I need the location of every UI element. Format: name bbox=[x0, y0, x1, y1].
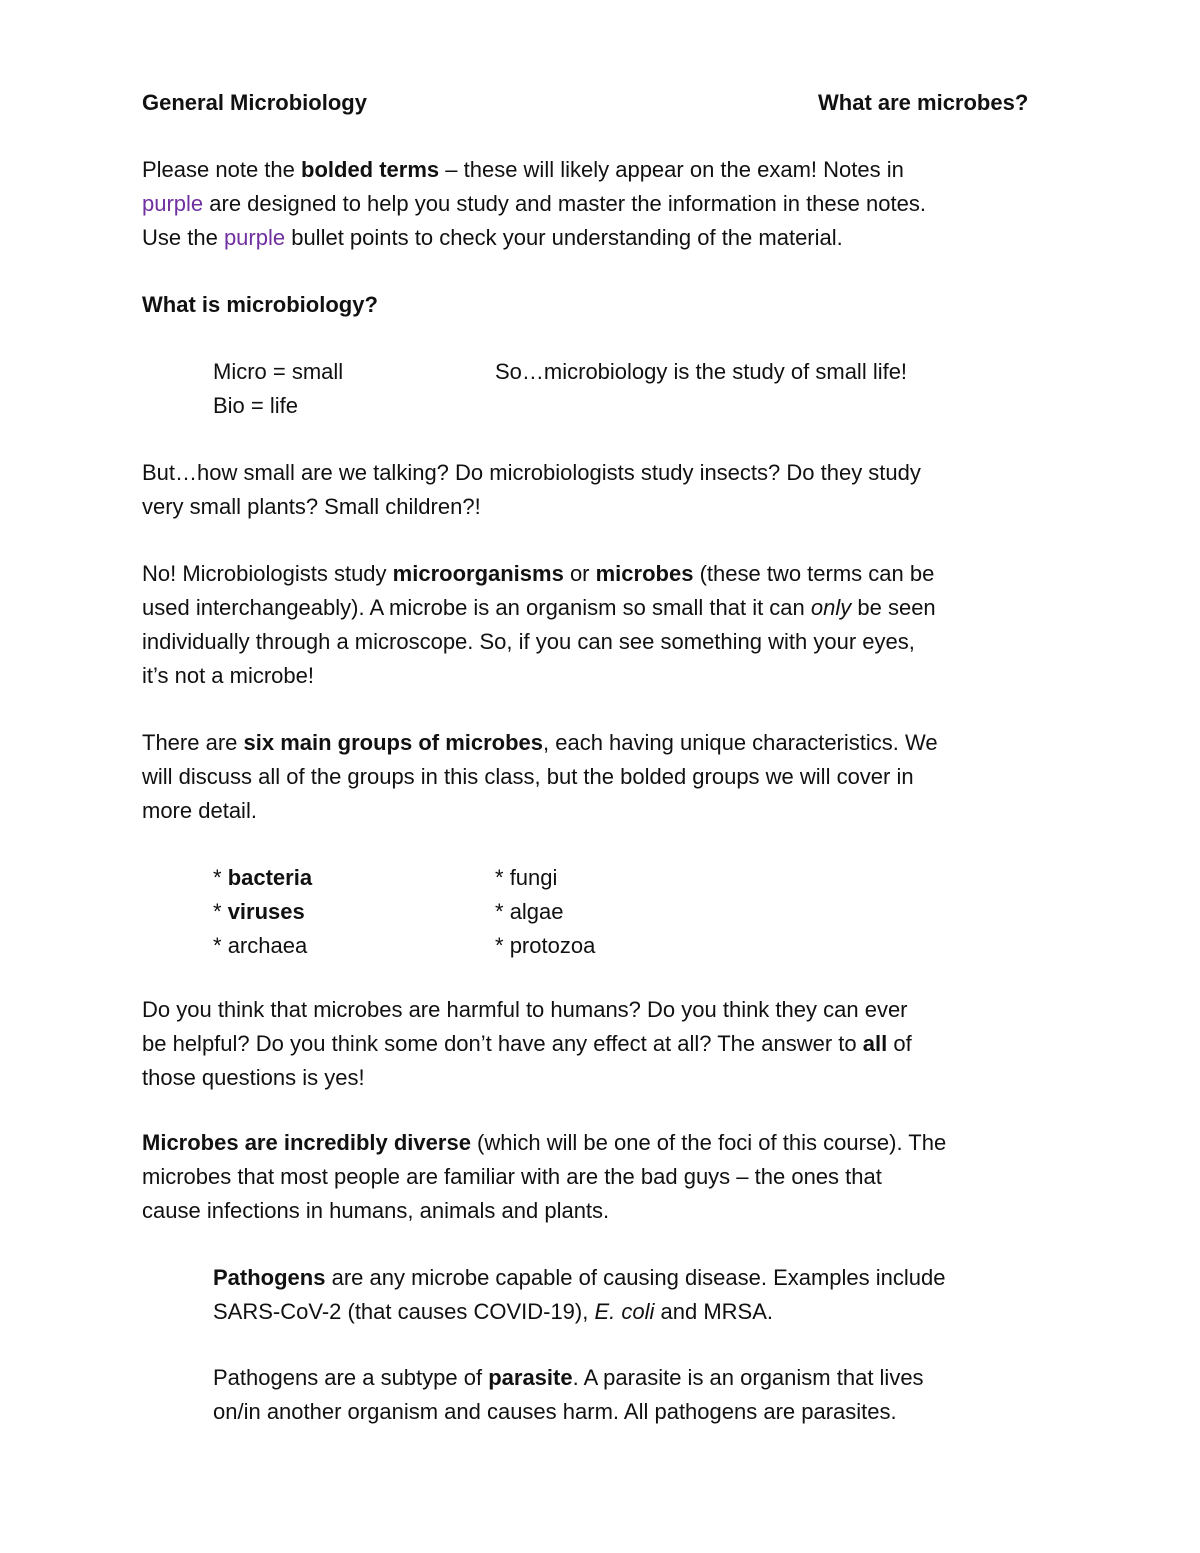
list-row bbox=[213, 931, 813, 961]
bio-definition: Bio = life bbox=[213, 393, 298, 418]
list-item: * bacteria bbox=[213, 865, 313, 890]
harmful-line-3: those questions is yes! bbox=[142, 1065, 365, 1090]
italic-word: E. coli bbox=[594, 1299, 655, 1324]
text-run: and MRSA. bbox=[654, 1299, 773, 1324]
groups-line-2: will discuss all of the groups in this class, but the bolded groups we will cover in bbox=[142, 764, 914, 789]
bold-term: microbes bbox=[595, 561, 694, 586]
microbes-line-2 bbox=[142, 593, 936, 623]
section-heading: What is microbiology? bbox=[142, 292, 378, 317]
text-run: bullet points to check your understanding of the material. bbox=[285, 225, 843, 250]
page-header bbox=[142, 88, 1062, 118]
list-item: * protozoa bbox=[495, 933, 596, 958]
text-run: , each having unique characteristics. We bbox=[543, 730, 938, 755]
intro-line-1 bbox=[142, 155, 904, 185]
text-run: Please note the bbox=[142, 157, 302, 182]
text-run: of bbox=[887, 1031, 912, 1056]
bold-term: Pathogens bbox=[213, 1265, 326, 1290]
bold-term: bolded terms bbox=[301, 157, 440, 182]
text-run: (which will be one of the foci of this course). The bbox=[470, 1130, 947, 1155]
text-run: be helpful? Do you think some don’t have any effect at all? The answer to bbox=[142, 1031, 863, 1056]
diverse-line-2: microbes that most people are familiar with are the bad guys – the ones that bbox=[142, 1164, 882, 1189]
groups-line-1 bbox=[142, 728, 938, 758]
microbes-line-4: it’s not a microbe! bbox=[142, 663, 315, 688]
parasite-line-2: on/in another organism and causes harm. All pathogens are parasites. bbox=[213, 1399, 897, 1424]
text-run: or bbox=[563, 561, 596, 586]
micro-definition: Micro = small bbox=[213, 359, 344, 384]
pathogens-line-1 bbox=[213, 1263, 946, 1293]
list-item: * algae bbox=[495, 899, 564, 924]
purple-word: purple bbox=[142, 191, 204, 216]
text-run: . A parasite is an organism that lives bbox=[572, 1365, 924, 1390]
text-run: be seen bbox=[851, 595, 936, 620]
harmful-line-2 bbox=[142, 1029, 912, 1059]
diverse-line-3: cause infections in humans, animals and plants. bbox=[142, 1198, 610, 1223]
list-item: * viruses bbox=[213, 899, 305, 924]
purple-word: purple bbox=[223, 225, 286, 250]
text-run: SARS-CoV-2 (that causes COVID-19), bbox=[213, 1299, 595, 1324]
list-item: * fungi bbox=[495, 865, 558, 890]
how-small-line-2: very small plants? Small children?! bbox=[142, 494, 481, 519]
text-run: (these two terms can be bbox=[693, 561, 935, 586]
intro-line-2 bbox=[142, 189, 926, 219]
list-item: * archaea bbox=[213, 933, 308, 958]
bold-term: Microbes are incredibly diverse bbox=[142, 1130, 471, 1155]
microbiology-definition: So…microbiology is the study of small life! bbox=[495, 359, 908, 384]
italic-word: only bbox=[810, 595, 852, 620]
bold-term: parasite bbox=[488, 1365, 573, 1390]
list-row bbox=[213, 897, 813, 927]
diverse-line-1 bbox=[142, 1128, 946, 1158]
topic-title: What are microbes? bbox=[818, 90, 1029, 115]
text-run: are any microbe capable of causing disease. Examples include bbox=[325, 1265, 946, 1290]
intro-line-3 bbox=[142, 223, 843, 253]
text-run: – these will likely appear on the exam! Notes in bbox=[439, 157, 904, 182]
parasite-line-1 bbox=[213, 1363, 924, 1393]
course-title: General Microbiology bbox=[142, 90, 367, 115]
microbes-line-3: individually through a microscope. So, if you can see something with your eyes, bbox=[142, 629, 915, 654]
bold-term: all bbox=[862, 1031, 888, 1056]
groups-line-3: more detail. bbox=[142, 798, 257, 823]
text-run: No! Microbiologists study bbox=[142, 561, 393, 586]
pathogens-line-2 bbox=[213, 1297, 773, 1327]
how-small-line-1: But…how small are we talking? Do microbiologists study insects? Do they study bbox=[142, 460, 921, 485]
text-run: Use the bbox=[142, 225, 224, 250]
list-row bbox=[213, 863, 813, 893]
definition-row bbox=[213, 357, 1033, 387]
text-run: are designed to help you study and master the information in these notes. bbox=[203, 191, 926, 216]
text-run: Pathogens are a subtype of bbox=[213, 1365, 489, 1390]
bold-term: microorganisms bbox=[392, 561, 564, 586]
text-run: used interchangeably). A microbe is an organism so small that it can bbox=[142, 595, 811, 620]
bold-term: six main groups of microbes bbox=[243, 730, 544, 755]
microbes-line-1 bbox=[142, 559, 934, 589]
harmful-line-1: Do you think that microbes are harmful to humans? Do you think they can ever bbox=[142, 997, 908, 1022]
text-run: There are bbox=[142, 730, 244, 755]
